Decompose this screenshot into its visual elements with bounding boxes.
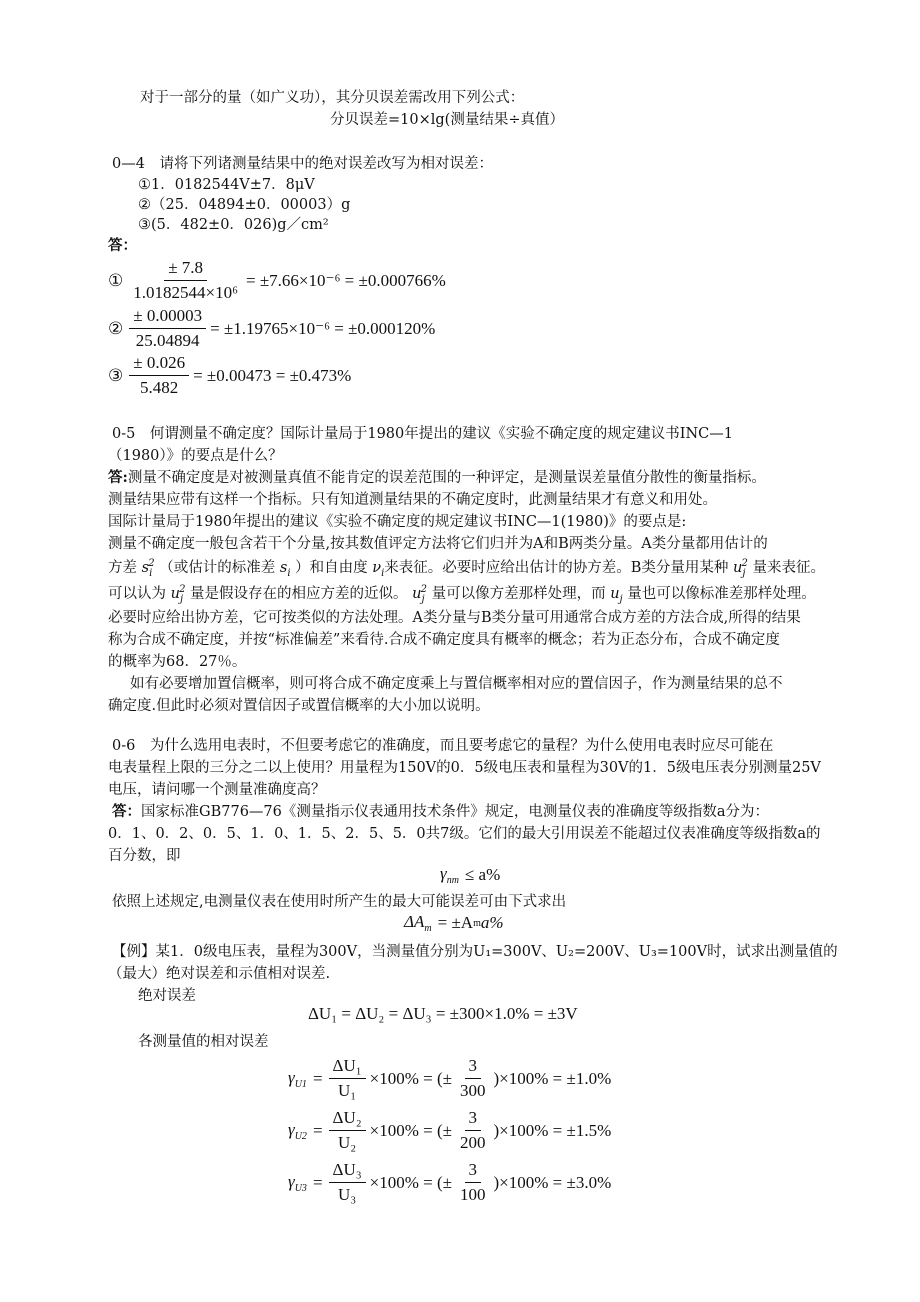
symbol-u-j: $u_j$ — [605, 585, 623, 605]
rel2-result: )×100% = ±1.5% — [493, 1120, 612, 1140]
symbol-u-j-squared: $u_j^2$ — [166, 584, 186, 605]
q04-item-3: ③(5．482±0．026)g／cm² — [138, 217, 329, 233]
symbol-gamma-U2: $\gamma_{U2}$ — [288, 1119, 307, 1142]
symbol-gamma-nm: $\gamma_{nm}$ — [440, 864, 459, 886]
q06-equation-gamma — [440, 864, 500, 886]
q05-para3-line-4: 必要时应给出协方差，它可按类似的方法处理。A类分量与B类分量可用通常合成方差的方法合成,所得的结果 — [108, 610, 801, 626]
delta-A-end: a% — [480, 913, 504, 932]
q06-example-line-1: 【例】某1．0级电压表，量程为300V，当测量值分别为U₁=300V、U₂=200V、U₃=100V时，试求出测量值的 — [112, 944, 838, 960]
symbol-gamma-U3: $\gamma_{U3}$ — [288, 1171, 307, 1194]
rel3-numerator: ΔU₃ — [329, 1160, 366, 1183]
eq2-denominator: 25.04894 — [135, 331, 200, 350]
q05-title-line-2: （1980）》的要点是什么？ — [108, 448, 283, 464]
intro-formula: 分贝误差=10×lg(测量结果÷真值） — [330, 112, 564, 128]
rel3-value-denominator: 100 — [460, 1185, 486, 1204]
rel2-value-denominator: 200 — [460, 1133, 486, 1152]
eq1-mark: ① — [108, 270, 124, 290]
q06-answer-line-2: 0．1、0．2、0．5、1．0、1．5、2．5、5．0共7级。它们的最大引用误差不能超过仪表准确度等级指数a的 — [108, 826, 821, 842]
q05-title-line-1: 0-5 何谓测量不确定度？国际计量局于1980年提出的建议《实验不确定度的规定建议书INC—1 — [112, 426, 733, 442]
q05-para4-line-2: 确定度.但此时必须对置信因子或置信概率的大小加以说明。 — [108, 698, 490, 714]
eq1-result: = ±7.66×10⁻⁶ = ±0.000766% — [246, 270, 446, 290]
q04-answer-label: 答： — [108, 237, 137, 254]
rel1-denominator: U₁ — [337, 1081, 357, 1100]
q06-example-line-2: （最大）绝对误差和示值相对误差. — [108, 966, 331, 982]
q04-equation-3 — [108, 353, 351, 398]
q05-answer-line-2: 测量结果应带有这样一个指标。只有知道测量结果的不确定度时，此测量结果才有意义和用处。 — [108, 492, 717, 508]
text-segment: 可以认为 — [108, 585, 166, 602]
rel2-value-fraction — [456, 1108, 490, 1153]
rel2-middle: ×100% = (± — [369, 1120, 452, 1140]
gamma-inequality: ≤ a% — [464, 865, 501, 884]
rel3-value-numerator: 3 — [465, 1160, 482, 1183]
intro-line-1: 对于一部分的量（如广义功），其分贝误差需改用下列公式： — [140, 90, 525, 106]
rel3-fraction — [329, 1160, 366, 1205]
symbol-u-j-squared: $u_j^2$ — [728, 558, 748, 579]
q05-para3-line-3 — [108, 580, 816, 610]
text-segment: （或估计的标准差 — [159, 559, 276, 576]
q04-title: 0—4 请将下列诸测量结果中的绝对误差改写为相对误差： — [112, 156, 493, 172]
q05-answer-label: 答: — [108, 469, 128, 486]
text-segment: ）和自由度 — [295, 559, 368, 576]
text-segment: 量也可以像标准差那样处理。 — [627, 585, 816, 602]
q06-title-line-2: 电表量程上限的三分之二以上使用？用量程为150V的0．5级电压表和量程为30V的1．5级电压表分别测量25V — [108, 760, 821, 776]
q05-para3-line-1: 测量不确定度一般包含若干个分量,按其数值评定方法将它们归并为A和B两类分量。A类分量都用估计的 — [108, 536, 768, 552]
q06-title-line-1: 0-6 为什么选用电表时，不但要考虑它的准确度，而且要考虑它的量程？为什么使用电表时应尽可能在 — [112, 738, 774, 754]
q06-answer-label: 答： — [112, 803, 141, 820]
q06-equation-relative-1 — [288, 1056, 611, 1101]
q04-equation-2 — [108, 306, 435, 351]
q06-title-line-3: 电压，请问哪一个测量准确度高？ — [108, 782, 326, 798]
eq3-denominator: 5.482 — [140, 378, 179, 397]
equals-sign: = — [312, 1120, 323, 1140]
q05-para4-line-1: 如有必要增加置信概率，则可将合成不确定度乘上与置信概率相对应的置信因子，作为测量结果的总不 — [130, 676, 783, 692]
text-segment: 方差 — [108, 559, 137, 576]
q05-answer-line-1 — [108, 468, 766, 488]
q06-para2: 依照上述规定,电测量仪表在使用时所产生的最大可能误差可由下式求出 — [112, 894, 567, 910]
eq3-result: = ±0.00473 = ±0.473% — [193, 365, 352, 385]
rel1-fraction — [329, 1056, 366, 1101]
rel2-numerator: ΔU₂ — [329, 1108, 366, 1131]
rel1-middle: ×100% = (± — [369, 1068, 452, 1088]
equals-sign: = — [312, 1172, 323, 1192]
eq3-numerator: ± 0.026 — [129, 353, 189, 376]
q06-answer-line-1 — [112, 802, 769, 822]
q04-item-2: ②（25．04894±0．00003）g — [138, 197, 351, 213]
q04-equation-1 — [108, 258, 446, 303]
equals-sign: = — [312, 1068, 323, 1088]
symbol-gamma-U1: $\gamma_{U1}$ — [288, 1067, 307, 1090]
eq1-numerator: ± 7.8 — [164, 258, 207, 281]
eq2-numerator: ± 0.00003 — [129, 306, 206, 329]
rel1-numerator: ΔU₁ — [329, 1056, 366, 1079]
eq3-mark: ③ — [108, 365, 124, 385]
text-segment: 量是假设存在的相应方差的近似。 — [190, 585, 408, 602]
q05-para2: 国际计量局于1980年提出的建议《实验不确定度的规定建议书INC—1(1980)》的要点是: — [108, 514, 687, 530]
rel1-result: )×100% = ±1.0% — [493, 1068, 612, 1088]
q06-relative-error-label: 各测量值的相对误差 — [138, 1034, 269, 1050]
rel1-value-fraction — [456, 1056, 490, 1101]
rel3-denominator: U₃ — [337, 1185, 357, 1204]
eq2-result: = ±1.19765×10⁻⁶ = ±0.000120% — [210, 318, 436, 338]
q05-answer-text-1: 测量不确定度是对被测量真值不能肯定的误差范围的一种评定，是测量误差量值分散性的衡量指标。 — [127, 470, 766, 486]
eq2-mark: ② — [108, 318, 124, 338]
eq2-fraction — [129, 306, 206, 351]
q05-para3-line-6: 的概率为68．27％。 — [108, 654, 247, 670]
symbol-s-i-squared: $s_i^2$ — [137, 558, 155, 579]
rel3-result: )×100% = ±3.0% — [493, 1172, 612, 1192]
text-segment: 量来表征。 — [752, 559, 825, 576]
rel2-denominator: U₂ — [337, 1133, 357, 1152]
symbol-s-i: $s_i$ — [275, 559, 291, 579]
symbol-nu-i: $\nu_i$ — [367, 559, 385, 579]
rel3-value-fraction — [456, 1160, 490, 1205]
q06-answer-line-3: 百分数，即 — [108, 848, 181, 864]
symbol-u-j-squared: $u_j^2$ — [407, 584, 427, 605]
q06-equation-relative-3 — [288, 1160, 611, 1205]
q06-equation-relative-2 — [288, 1108, 611, 1153]
symbol-delta-A-m: $\Delta A_m$ — [404, 912, 432, 934]
q06-equation-delta-A — [404, 912, 504, 934]
q05-para3-line-5: 称为合成不确定度，并按“标准偏差”来看待.合成不确定度具有概率的概念；若为正态分布，合成不确定度 — [108, 632, 780, 648]
rel2-fraction — [329, 1108, 366, 1153]
rel1-value-numerator: 3 — [465, 1056, 482, 1079]
eq3-fraction — [129, 353, 189, 398]
symbol-m-sub: m — [473, 917, 481, 929]
q04-item-1: ①1．0182544V±7．8μV — [138, 177, 315, 193]
delta-A-equals: = ±A — [437, 913, 474, 932]
rel1-value-denominator: 300 — [460, 1081, 486, 1100]
q06-absolute-error-label: 绝对误差 — [138, 988, 196, 1004]
rel2-value-numerator: 3 — [465, 1108, 482, 1131]
text-segment: 来表征。必要时应给出估计的协方差。B类分量用某种 — [384, 559, 729, 576]
rel3-middle: ×100% = (± — [369, 1172, 452, 1192]
q06-answer-text-1: 国家标准GB776—76《测量指示仪表通用技术条件》规定，电测量仪表的准确度等级指数a分为： — [141, 804, 770, 820]
eq1-denominator: 1.0182544×10⁶ — [133, 283, 239, 302]
q06-equation-absolute: ΔU₁ = ΔU₂ = ΔU₃ = ±300×1.0% = ±3V — [308, 1004, 578, 1023]
text-segment: 量可以像方差那样处理，而 — [431, 585, 606, 602]
eq1-fraction — [129, 258, 242, 303]
